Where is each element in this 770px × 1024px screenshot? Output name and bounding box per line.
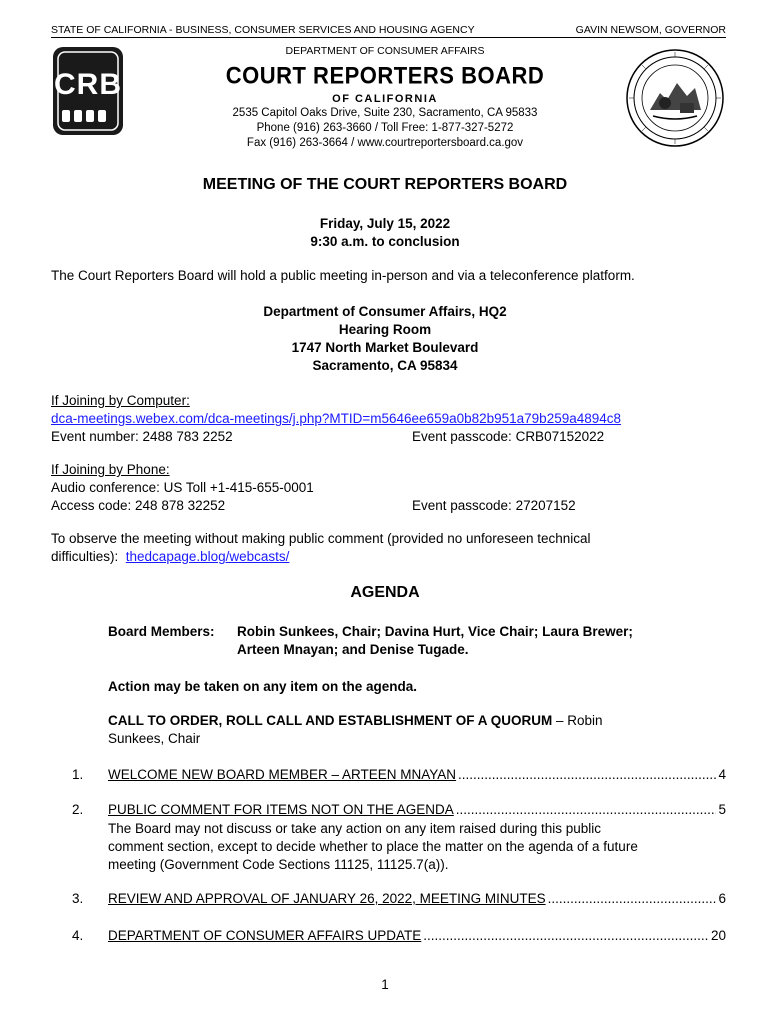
- observe-line: To observe the meeting without making public comment (provided no unforeseen technical: [51, 531, 591, 546]
- call-to-order: [108, 713, 603, 728]
- location-line: Department of Consumer Affairs, HQ2: [263, 304, 507, 319]
- top-header-bar: [51, 24, 726, 36]
- members-label: Board Members:: [108, 624, 215, 639]
- item-number: 2.: [72, 802, 84, 817]
- action-note: Action may be taken on any item on the agenda.: [108, 679, 418, 694]
- page-ref: 5: [718, 802, 726, 817]
- call-to-order-line2: Sunkees, Chair: [108, 731, 201, 746]
- phone-heading: If Joining by Phone:: [51, 462, 170, 477]
- page-ref: 6: [718, 891, 726, 906]
- board-subtitle: OF CALIFORNIA: [332, 93, 438, 105]
- location-line: Hearing Room: [338, 322, 432, 337]
- webcast-link[interactable]: thedcapage.blog/webcasts/: [125, 549, 290, 564]
- location-line: Sacramento, CA 95834: [312, 358, 458, 373]
- leader-dots: [456, 802, 717, 817]
- agency-name: STATE OF CALIFORNIA - BUSINESS, CONSUMER SERVICES AND HOUSING AGENCY: [51, 24, 475, 36]
- department-name: DEPARTMENT OF CONSUMER AFFAIRS: [285, 45, 485, 57]
- phone-event-passcode: Event passcode: 27207152: [412, 498, 576, 513]
- agenda-heading: AGENDA: [350, 584, 420, 601]
- item-description: [108, 820, 708, 874]
- agenda-item-link[interactable]: PUBLIC COMMENT FOR ITEMS NOT ON THE AGENDA: [108, 802, 454, 817]
- location-line: 1747 North Market Boulevard: [291, 340, 479, 355]
- description-line: The Board may not discuss or take any action on any item raised during this public: [108, 821, 602, 836]
- audio-conference: Audio conference: US Toll +1-415-655-0001: [51, 480, 314, 495]
- meeting-time: 9:30 a.m. to conclusion: [310, 234, 460, 249]
- members-list: Arteen Mnayan; and Denise Tugade.: [237, 642, 469, 657]
- leader-dots: [423, 928, 709, 943]
- agenda-item-link[interactable]: DEPARTMENT OF CONSUMER AFFAIRS UPDATE: [108, 928, 422, 943]
- description-line: comment section, except to decide whether to place the matter on the agenda of a future: [108, 839, 638, 854]
- meeting-date: Friday, July 15, 2022: [319, 216, 451, 231]
- governor-name: GAVIN NEWSOM, GOVERNOR: [575, 24, 726, 36]
- call-to-order-bold: CALL TO ORDER, ROLL CALL AND ESTABLISHMENT OF A QUORUM: [108, 713, 553, 728]
- meeting-intro: The Court Reporters Board will hold a public meeting in-person and via a teleconference platform.: [51, 268, 635, 283]
- leader-dots: [548, 891, 717, 906]
- members-list: Robin Sunkees, Chair; Davina Hurt, Vice Chair; Laura Brewer;: [237, 624, 633, 639]
- description-line: meeting (Government Code Sections 11125, 11125.7(a)).: [108, 857, 449, 872]
- item-number: 1.: [72, 767, 84, 782]
- address-line: 2535 Capitol Oaks Drive, Suite 230, Sacramento, CA 95833: [232, 107, 538, 119]
- page-ref: 20: [710, 928, 726, 943]
- agenda-item-link[interactable]: REVIEW AND APPROVAL OF JANUARY 26, 2022, MEETING MINUTES: [108, 891, 546, 906]
- fax-line: Fax (916) 263-3664 / www.courtreportersboard.ca.gov: [246, 137, 524, 149]
- observe-prefix: difficulties):: [51, 549, 126, 564]
- leader-dots: [458, 767, 716, 782]
- item-number: 4.: [72, 928, 84, 943]
- event-passcode: Event passcode: CRB07152022: [412, 429, 605, 444]
- observe-line-2: [51, 549, 289, 564]
- phone-line: Phone (916) 263-3660 / Toll Free: 1-877-327-5272: [256, 122, 514, 134]
- webex-link[interactable]: dca-meetings.webex.com/dca-meetings/j.php?MTID=m5646ee659a0b82b951a79b259a4894c8: [51, 411, 622, 426]
- agenda-item-link[interactable]: WELCOME NEW BOARD MEMBER – ARTEEN MNAYAN: [108, 767, 457, 782]
- state-seal-icon: [625, 48, 725, 153]
- board-title: COURT REPORTERS BOARD: [225, 61, 545, 90]
- meeting-title: MEETING OF THE COURT REPORTERS BOARD: [202, 176, 568, 193]
- event-number: Event number: 2488 783 2252: [51, 429, 233, 444]
- computer-heading: If Joining by Computer:: [51, 393, 190, 408]
- call-to-order-rest: – Robin: [552, 713, 603, 728]
- item-number: 3.: [72, 891, 84, 906]
- page-number: 1: [381, 977, 389, 992]
- access-code: Access code: 248 878 32252: [51, 498, 226, 513]
- page-ref: 4: [718, 767, 726, 782]
- logo-text: CRB: [54, 68, 122, 101]
- header-divider: [51, 37, 726, 38]
